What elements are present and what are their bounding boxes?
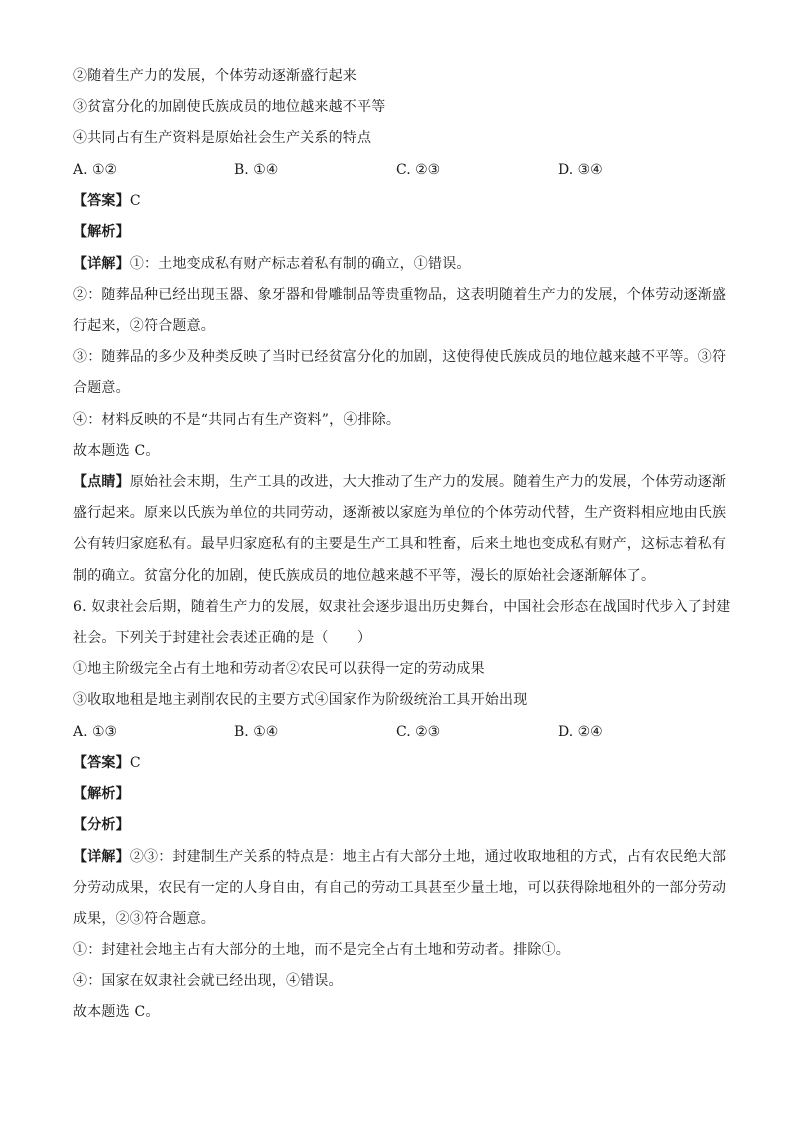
q5-analysis-tag: 【解析】	[73, 224, 130, 240]
q5-option-b: B. ①④	[234, 162, 279, 178]
q5-note-line-3: 公有转归家庭私有。最早归家庭私有的主要是生产工具和牲畜，后来土地也变成私有财产，这标志着私有	[73, 536, 727, 552]
q6-detail-tag: 【详解】	[73, 849, 130, 865]
q6-stem-line-2: 社会。下列关于封建社会表述正确的是（ ）	[73, 630, 372, 646]
q5-analysis-heading	[73, 222, 733, 242]
q5-note-line-1	[73, 472, 733, 492]
q6-detail-line-2: 分劳动成果，农民有一定的人身自由，有自己的劳动工具甚至少量土地，可以获得除地租外的一部分劳动	[73, 880, 727, 896]
q5-note-line-4: 制的确立。贫富分化的加剧，使氏族成员的地位越来越不平等，漫长的原始社会逐渐解体了。	[73, 568, 656, 584]
q6-analysis-heading	[73, 784, 733, 804]
q5-detail-tag: 【详解】	[73, 256, 130, 272]
q6-detail-text: ②③：封建制生产关系的特点是：地主占有大部分土地，通过收取地租的方式，占有农民绝大部	[129, 849, 727, 865]
q5-answer-value: C	[129, 193, 141, 209]
q6-detail-line-5: ④：国家在奴隶社会就已经出现，④错误。	[73, 973, 343, 989]
q5-options	[73, 160, 733, 180]
q6-option-b: B. ①④	[234, 724, 279, 740]
q6-answer	[73, 753, 733, 773]
q6-options	[73, 722, 733, 742]
q6-option-d: D. ②④	[558, 724, 603, 740]
q5-conclusion: 故本题选 C。	[73, 443, 160, 459]
q6-analyze-tag: 【分析】	[73, 817, 130, 833]
q6-analysis-tag: 【解析】	[73, 786, 130, 802]
q6-statements-3-4: ③收取地租是地主剥削农民的主要方式④国家作为阶级统治工具开始出现	[73, 692, 528, 708]
q5-detail-line-1	[73, 254, 733, 274]
q6-stem-line-1: 6. 奴隶社会后期，随着生产力的发展，奴隶社会逐步退出历史舞台，中国社会形态在战国时代步入了封建	[73, 599, 731, 615]
q6-detail-line-3: 成果，②③符合题意。	[73, 911, 215, 927]
q5-option-c: C. ②③	[396, 162, 441, 178]
q5-answer	[73, 191, 733, 211]
q5-option-a: A. ①②	[73, 162, 118, 178]
q6-conclusion: 故本题选 C。	[73, 1004, 160, 1020]
q6-answer-value: C	[129, 755, 141, 771]
q5-statement-2: ②随着生产力的发展，个体劳动逐渐盛行起来	[73, 68, 357, 84]
q6-answer-tag: 【答案】	[73, 755, 130, 771]
q5-note-text: 原始社会末期，生产工具的改进，大大推动了生产力的发展。随着生产力的发展，个体劳动逐渐	[129, 474, 727, 490]
q5-note-line-2: 盛行起来。原来以氏族为单位的共同劳动，逐渐被以家庭为单位的个体劳动代替，生产资料相应地由氏族	[73, 505, 727, 521]
q5-detail-line-4: ③：随葬品的多少及种类反映了当时已经贫富分化的加剧，这使得使氏族成员的地位越来越不平等。③符	[73, 349, 727, 365]
q6-statements-1-2: ①地主阶级完全占有土地和劳动者②农民可以获得一定的劳动成果	[73, 661, 485, 677]
q5-note-tag: 【点睛】	[73, 474, 130, 490]
q5-detail-line-3: 行起来，②符合题意。	[73, 318, 215, 334]
q5-statement-4: ④共同占有生产资料是原始社会生产关系的特点	[73, 130, 372, 146]
q5-option-d: D. ③④	[558, 162, 603, 178]
q6-option-a: A. ①③	[73, 724, 118, 740]
q6-analyze-heading	[73, 815, 733, 835]
q5-detail-text: ①：土地变成私有财产标志着私有制的确立，①错误。	[129, 256, 471, 272]
q6-option-c: C. ②③	[396, 724, 441, 740]
q5-detail-line-5: 合题意。	[73, 380, 130, 396]
q5-statement-3: ③贫富分化的加剧使氏族成员的地位越来越不平等	[73, 99, 386, 115]
q6-detail-line-4: ①：封建社会地主占有大部分的土地，而不是完全占有土地和劳动者。排除①。	[73, 942, 570, 958]
q6-detail-line-1	[73, 847, 733, 867]
q5-detail-line-6: ④：材料反映的不是“共同占有生产资料”，④排除。	[73, 412, 401, 428]
q5-detail-line-2: ②：随葬品种已经出现玉器、象牙器和骨雕制品等贵重物品，这表明随着生产力的发展，个体劳动逐渐盛	[73, 287, 727, 303]
q5-answer-tag: 【答案】	[73, 193, 130, 209]
